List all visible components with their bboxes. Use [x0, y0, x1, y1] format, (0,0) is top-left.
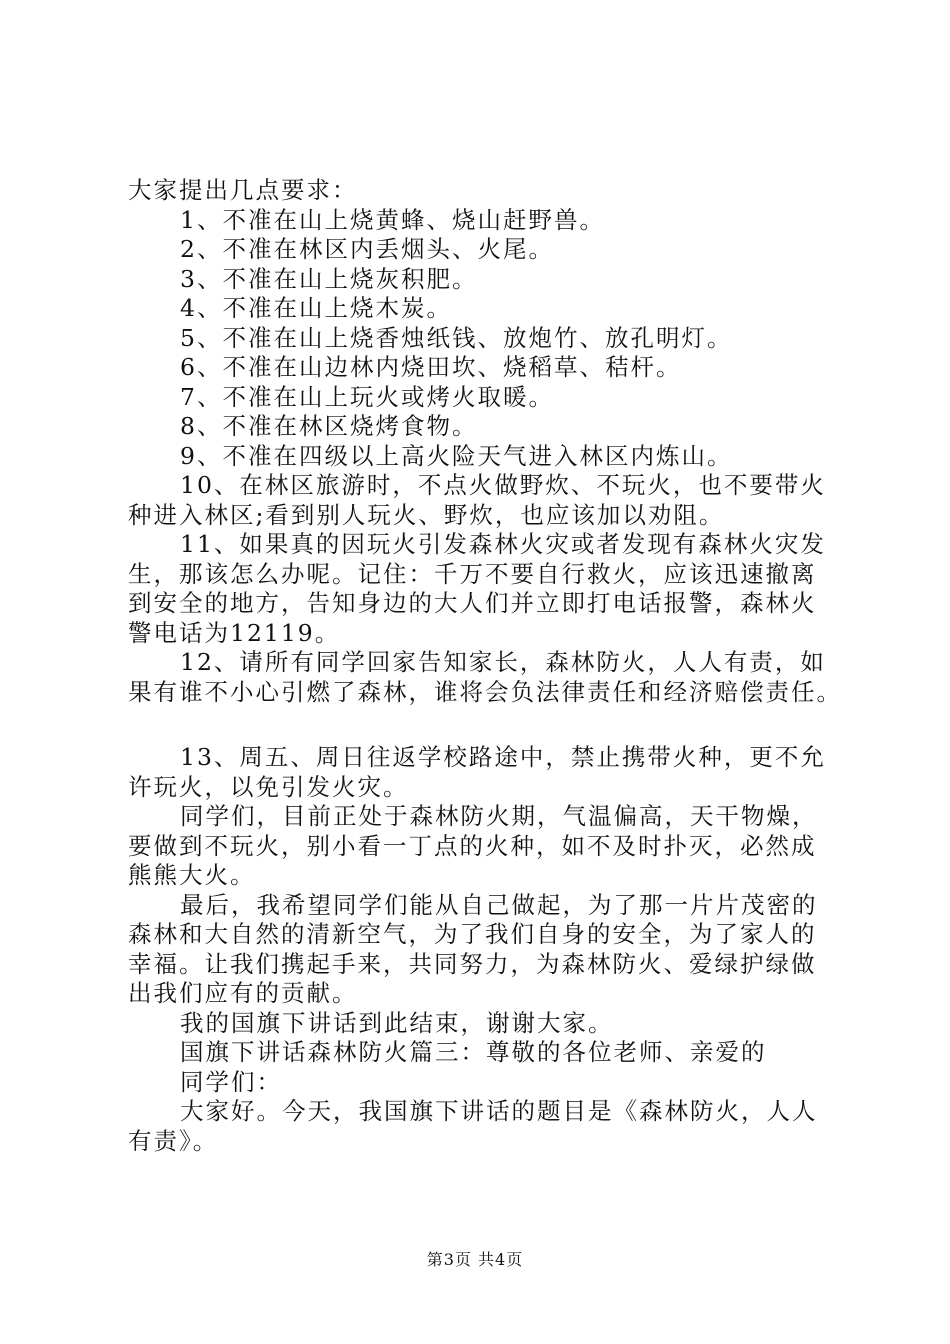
text-line: 同学们：: [180, 1067, 282, 1096]
text-line: 同学们，目前正处于森林防火期，气温偏高，天干物燥，: [180, 802, 818, 830]
text-line: 要做到不玩火，别小看一丁点的火种，如不及时扑灭，必然成: [128, 831, 817, 860]
text-line: 2、不准在林区内丢烟头、火尾。: [180, 235, 554, 263]
page-footer: 第3页 共4页: [426, 1250, 524, 1269]
text-line: 到安全的地方，告知身边的大人们并立即打电话报警，森林火: [128, 589, 817, 617]
text-line: 有责》。: [128, 1126, 219, 1155]
text-line: 种进入林区;看到别人玩火、野炊，也应该加以劝阻。: [128, 500, 725, 529]
paragraph-gap: [128, 707, 836, 743]
text-line: 果有谁不小心引燃了森林，谁将会负法律责任和经济赔偿责任。: [128, 677, 842, 706]
text-line: 6、不准在山边林内烧田坎、烧稻草、秸杆。: [180, 353, 682, 381]
text-line: 出我们应有的贡献。: [128, 979, 358, 1007]
text-line: 10、在林区旅游时，不点火做野炊、不玩火，也不要带火: [180, 471, 826, 499]
text-line: 11、如果真的因玩火引发森林火灾或者发现有森林火灾发: [180, 530, 826, 558]
text-line: 3、不准在山上烧灰积肥。: [180, 264, 478, 293]
text-line: 大家好。今天，我国旗下讲话的题目是《森林防火，人人: [180, 1097, 818, 1125]
text-line: 最后，我希望同学们能从自己做起，为了那一片片茂密的: [180, 890, 818, 919]
text-line: 12、请所有同学回家告知家长，森林防火，人人有责，如: [180, 648, 826, 676]
text-line: 13、周五、周日往返学校路途中，禁止携带火种，更不允: [180, 743, 826, 771]
text-line: 4、不准在山上烧木炭。: [180, 294, 452, 322]
text-line: 生，那该怎么办呢。记住：千万不要自行救火，应该迅速撤离: [128, 559, 817, 588]
text-line: 幸福。让我们携起手来，共同努力，为森林防火、爱绿护绿做: [128, 949, 817, 978]
text-line: 8、不准在林区烧烤食物。: [180, 412, 478, 440]
text-line: 许玩火，以免引发火灾。: [128, 772, 409, 801]
text-line: 熊熊大火。: [128, 861, 256, 889]
text-line: 大家提出几点要求：: [128, 176, 358, 204]
text-line: 国旗下讲话森林防火篇三：尊敬的各位老师、亲爱的: [180, 1038, 767, 1066]
document-body: [128, 176, 842, 1156]
text-line: 7、不准在山上玩火或烤火取暖。: [180, 382, 554, 411]
text-line: 警电话为12119。: [128, 618, 341, 647]
text-line: 森林和大自然的清新空气，为了我们自身的安全，为了家人的: [128, 920, 817, 948]
text-line: 5、不准在山上烧香烛纸钱、放炮竹、放孔明灯。: [180, 323, 733, 352]
text-line: 我的国旗下讲话到此结束，谢谢大家。: [180, 1008, 614, 1037]
text-line: 9、不准在四级以上高火险天气进入林区内炼山。: [180, 441, 733, 470]
text-line: 1、不准在山上烧黄蜂、烧山赶野兽。: [180, 205, 605, 234]
